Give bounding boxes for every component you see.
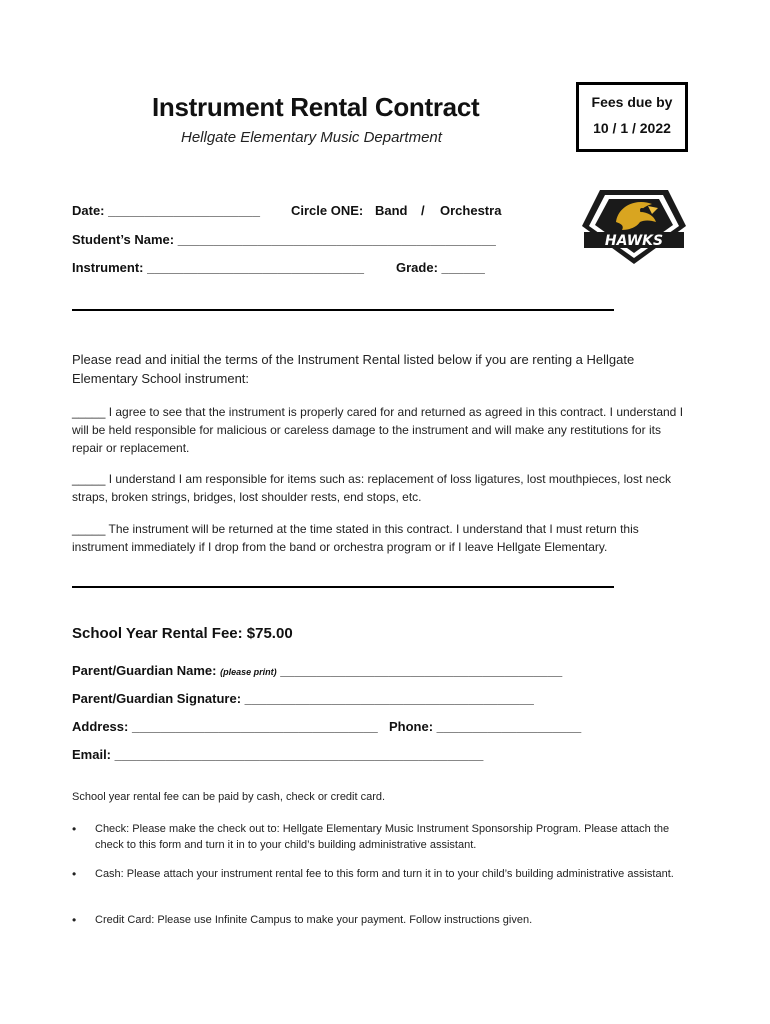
bullet-icon: • [72, 822, 77, 836]
term-item-return[interactable]: _____ The instrument will be returned at the time stated in this contract. I understand that I must return this instrument immediately if I drop from the band or orchestra program or if I leave Hellgate Elementary. [72, 522, 639, 554]
fees-due-date: 10 / 1 / 2022 [593, 120, 671, 136]
email-field[interactable]: Email: ___________________________________________________ [72, 747, 484, 762]
payment-option-check: • Check: Please make the check out to: Hellgate Elementary Music Instrument Sponsorship Program. Please attach the check to this form and turn it in to your child’s building administrative assistant. [72, 822, 670, 851]
orchestra-option[interactable]: Orchestra [440, 203, 502, 218]
page-title: Instrument Rental Contract [152, 92, 480, 122]
parent-name-field[interactable] [72, 663, 562, 678]
divider-middle [72, 586, 614, 588]
student-name-field[interactable]: Student’s Name: ____________________________________________ [72, 232, 496, 247]
grade-field[interactable]: Grade: ______ [396, 260, 485, 275]
bullet-icon: • [72, 867, 77, 881]
fees-due-box [576, 82, 688, 152]
terms-intro: Please read and initial the terms of the Instrument Rental listed below if you are renting a Hellgate Elementary School instrument: [72, 352, 635, 386]
phone-field[interactable]: Phone: ____________________ [389, 719, 582, 734]
term-item-care[interactable]: _____ I agree to see that the instrument is properly cared for and returned as agreed in this contract. I understand I will be held responsible for malicious or careless damage to the instrument and will make any restitutions for its repair or replacement. [72, 405, 684, 455]
parent-name-line[interactable]: _______________________________________ [280, 663, 563, 678]
bullet-icon: • [72, 913, 77, 927]
circle-one-label: Circle ONE: [291, 203, 364, 218]
payment-note: School year rental fee can be paid by cash, check or credit card. [72, 791, 386, 803]
fees-due-label: Fees due by [591, 94, 673, 110]
hawks-logo [578, 186, 690, 266]
payment-option-cash: • Cash: Please attach your instrument rental fee to this form and turn it in to your child’s building administrative assistant. [72, 867, 674, 881]
payment-option-credit-card: • Credit Card: Please use Infinite Campus to make your payment. Follow instructions given. [72, 913, 533, 927]
parent-signature-field[interactable]: Parent/Guardian Signature: ________________________________________ [72, 691, 534, 706]
divider-top [72, 309, 614, 311]
option-separator: / [421, 203, 425, 218]
term-item-responsibility[interactable]: _____ I understand I am responsible for items such as: replacement of loss ligatures, lost mouthpieces, lost neck straps, broken strings, bridges, lost shoulder rests, end stops, etc. [72, 472, 671, 504]
page-subtitle: Hellgate Elementary Music Department [181, 129, 442, 146]
parent-name-label: Parent/Guardian Name: [72, 663, 217, 678]
logo-text: HAWKS [604, 233, 664, 249]
address-field[interactable]: Address: __________________________________ [72, 719, 378, 734]
rental-fee: School Year Rental Fee: $75.00 [72, 625, 293, 642]
band-option[interactable]: Band [375, 203, 408, 218]
instrument-field[interactable]: Instrument: ______________________________ [72, 260, 365, 275]
please-print-note: (please print) [220, 667, 277, 677]
date-field[interactable]: Date: _____________________ [72, 203, 260, 218]
